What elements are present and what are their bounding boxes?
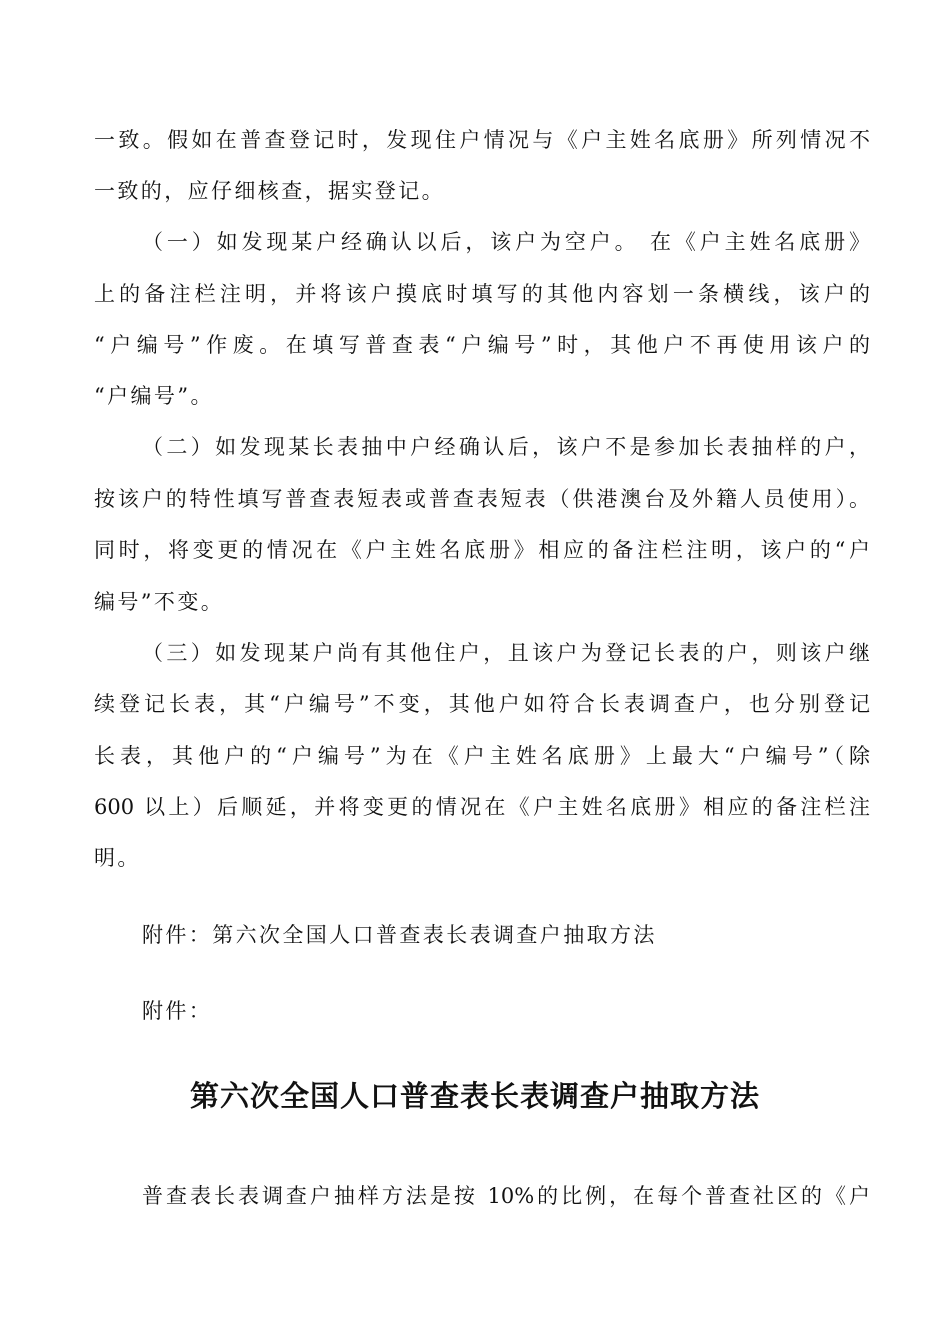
- item-2-line: （二）如发现某长表抽中户经确认后，该户不是参加长表抽样的户，: [142, 435, 870, 459]
- item-1-line: “户编号”。: [94, 384, 214, 408]
- attachment-reference: 附件：第六次全国人口普查表长表调查户抽取方法: [142, 923, 657, 947]
- item-1-line: 上的备注栏注明，并将该户摸底时填写的其他内容划一条横线，该户的: [94, 282, 870, 306]
- item-3-line: 明。: [94, 846, 141, 870]
- item-1-line: “户编号”作废。在填写普查表“户编号”时，其他户不再使用该户的: [94, 333, 870, 357]
- body-line: 一致。假如在普查登记时，发现住户情况与《户主姓名底册》所列情况不: [94, 128, 870, 152]
- item-3-line: 长表，其他户的“户编号”为在《户主姓名底册》上最大“户编号”（除: [94, 744, 870, 768]
- item-1-line: （一）如发现某户经确认以后，该户为空户。 在《户主姓名底册》: [142, 230, 870, 254]
- item-2-line: 按该户的特性填写普查表短表或普查表短表（供港澳台及外籍人员使用）。: [94, 487, 870, 511]
- attachment-body-line: 普查表长表调查户抽样方法是按 10%的比例，在每个普查社区的《户: [142, 1184, 870, 1208]
- item-3-line: 600 以上）后顺延，并将变更的情况在《户主姓名底册》相应的备注栏注: [94, 795, 870, 819]
- body-line: 一致的，应仔细核查，据实登记。: [94, 179, 445, 203]
- item-3-line: 续登记长表，其“户编号”不变，其他户如符合长表调查户，也分别登记: [94, 692, 870, 716]
- attachment-title: 第六次全国人口普查表长表调查户抽取方法: [189, 1079, 760, 1113]
- item-2-line: 编号”不变。: [94, 590, 225, 614]
- attachment-label: 附件：: [142, 999, 213, 1023]
- item-2-line: 同时，将变更的情况在《户主姓名底册》相应的备注栏注明，该户的“户: [94, 538, 870, 562]
- item-3-line: （三）如发现某户尚有其他住户，且该户为登记长表的户，则该户继: [142, 641, 870, 665]
